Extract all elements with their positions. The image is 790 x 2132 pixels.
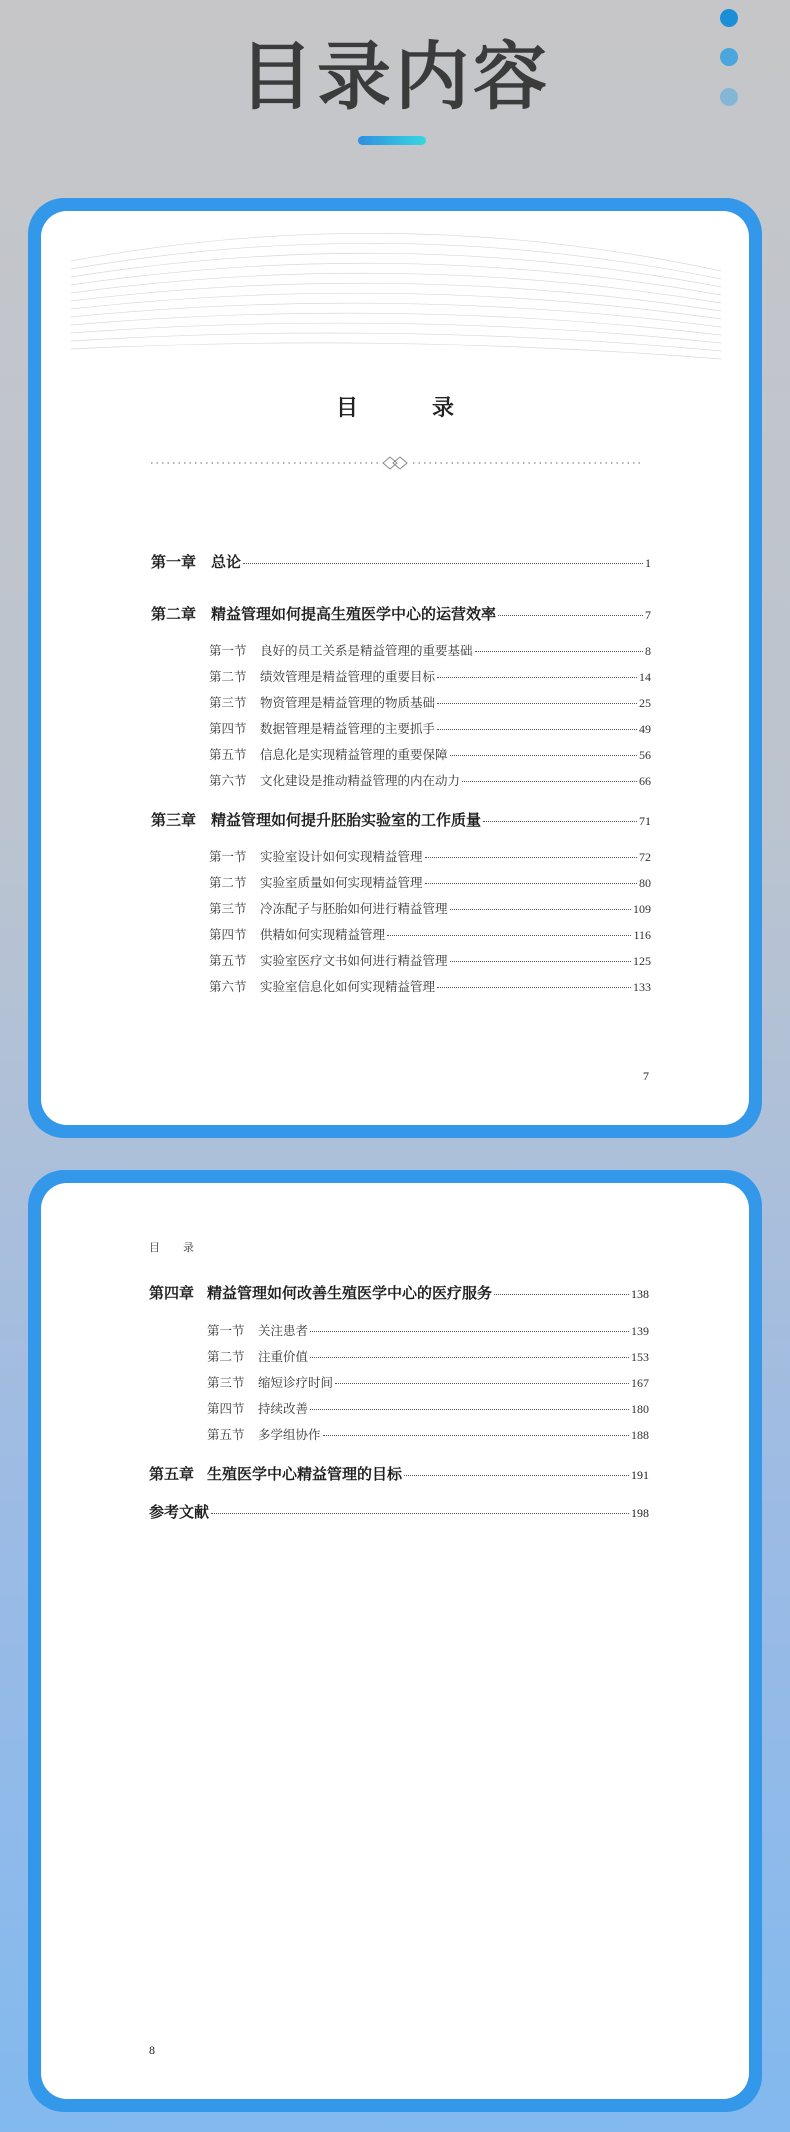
toc-entry-section[interactable] [209,847,651,865]
toc-entry-section[interactable] [207,1425,649,1443]
chapter-title: 总论 [211,554,242,571]
section-title: 数据管理是精益管理的主要抓手 [260,722,436,736]
section-number: 第三节 [209,902,247,916]
page-ref: 138 [631,1287,649,1301]
page-ref: 133 [633,980,651,994]
section-number: 第五节 [209,954,247,968]
page-ref: 14 [639,670,651,684]
section-title: 实验室质量如何实现精益管理 [260,876,423,890]
section-title: 良好的员工关系是精益管理的重要基础 [260,644,473,658]
dot-leader [450,755,637,756]
page-ref: 109 [633,902,651,916]
dotted-divider-ornament [151,456,641,470]
toc-entry-section[interactable] [207,1399,649,1417]
dot-leader [450,961,631,962]
dot-leader [450,909,631,910]
toc-entry-section[interactable] [207,1373,649,1391]
section-title: 注重价值 [258,1350,309,1364]
chapter-number: 第二章 [151,606,197,623]
toc-page-2 [41,1183,749,2099]
page-ref: 25 [639,696,651,710]
section-number: 第六节 [209,774,247,788]
dot-leader [437,677,637,678]
toc-entry-section[interactable] [207,1321,649,1339]
toc-heading: 目 录 [335,395,489,420]
dot-leader [494,1294,629,1295]
toc-entry-section[interactable] [209,667,651,685]
page-ref: 66 [639,774,651,788]
section-title: 物资管理是精益管理的物质基础 [260,696,436,710]
toc-entry-chapter[interactable] [149,1463,649,1484]
section-number: 第一节 [209,850,247,864]
toc-entry-chapter[interactable] [151,809,651,830]
toc-entry-section[interactable] [209,719,651,737]
toc-entry-section[interactable] [209,951,651,969]
toc-entry-section[interactable] [209,771,651,789]
toc-page-1 [41,211,749,1125]
dot-leader [425,857,637,858]
toc-entry-section[interactable] [209,873,651,891]
dot-leader [387,935,631,936]
page-ref: 116 [633,928,651,942]
section-title: 缩短诊疗时间 [258,1376,334,1390]
toc-entry-references[interactable] [149,1501,649,1522]
toc-entry-chapter[interactable] [151,551,651,572]
toc-entry-section[interactable] [209,925,651,943]
page-ref: 49 [639,722,651,736]
chapter-number: 第一章 [151,554,197,571]
toc-entry-section[interactable] [209,693,651,711]
dot-leader [310,1409,629,1410]
page-ref: 153 [631,1350,649,1364]
toc-page-card-2 [28,1170,762,2112]
dot-leader [211,1513,629,1514]
section-number: 第二节 [209,670,247,684]
page-ref: 8 [645,644,651,658]
section-title: 文化建设是推动精益管理的内在动力 [260,774,461,788]
dot-leader [475,651,643,652]
decorative-dot [720,48,738,66]
section-number: 第五节 [207,1428,245,1442]
section-title: 持续改善 [258,1402,309,1416]
page-ref: 198 [631,1506,649,1520]
section-number: 第三节 [207,1376,245,1390]
decorative-dot [720,9,738,27]
toc-entry-section[interactable] [209,899,651,917]
page-ref: 191 [631,1468,649,1482]
page-ref: 180 [631,1402,649,1416]
dot-leader [437,987,631,988]
dot-leader [310,1331,629,1332]
dot-leader [335,1383,629,1384]
chapter-title: 精益管理如何改善生殖医学中心的医疗服务 [207,1285,493,1302]
chapter-title: 精益管理如何提升胚胎实验室的工作质量 [211,812,482,829]
toc-entry-section[interactable] [209,977,651,995]
dot-leader [462,781,637,782]
page-number: 8 [149,2043,155,2057]
chapter-number: 第三章 [151,812,197,829]
page-ref: 188 [631,1428,649,1442]
page-ref: 71 [639,814,651,828]
section-title: 实验室信息化如何实现精益管理 [260,980,436,994]
toc-entry-section[interactable] [209,745,651,763]
dot-leader [243,563,643,564]
page-ref: 7 [645,608,651,622]
toc-entry-section[interactable] [209,641,651,659]
section-title: 多学组协作 [258,1428,321,1442]
toc-entry-chapter[interactable] [149,1282,649,1303]
section-number: 第四节 [207,1402,245,1416]
references-title: 参考文献 [149,1504,210,1521]
toc-page-card-1 [28,198,762,1138]
dot-leader [404,1475,629,1476]
section-number: 第一节 [209,644,247,658]
section-number: 第一节 [207,1324,245,1338]
section-title: 实验室设计如何实现精益管理 [260,850,423,864]
section-title: 关注患者 [258,1324,309,1338]
dot-leader [425,883,637,884]
title-underline [358,136,426,145]
chapter-number: 第五章 [149,1466,195,1483]
decorative-dot [720,88,738,106]
running-head: 目 录 [149,1242,205,1254]
section-number: 第二节 [207,1350,245,1364]
page-ref: 167 [631,1376,649,1390]
page-ref: 1 [645,556,651,570]
dot-leader [498,615,643,616]
dot-leader [323,1435,629,1436]
section-number: 第三节 [209,696,247,710]
chapter-title: 生殖医学中心精益管理的目标 [207,1466,403,1483]
section-title: 绩效管理是精益管理的重要目标 [260,670,436,684]
page-title: 目录内容 [239,34,551,120]
section-number: 第二节 [209,876,247,890]
dot-leader [437,729,637,730]
section-number: 第四节 [209,722,247,736]
section-title: 供精如何实现精益管理 [260,928,386,942]
page-ref: 72 [639,850,651,864]
section-number: 第六节 [209,980,247,994]
dot-leader [483,821,637,822]
section-title: 实验室医疗文书如何进行精益管理 [260,954,448,968]
decorative-arcs [71,231,721,371]
page-ref: 139 [631,1324,649,1338]
section-title: 冷冻配子与胚胎如何进行精益管理 [260,902,448,916]
dot-leader [437,703,637,704]
toc-entry-chapter[interactable] [151,603,651,624]
section-number: 第四节 [209,928,247,942]
page-ref: 80 [639,876,651,890]
section-title: 信息化是实现精益管理的重要保障 [260,748,448,762]
section-number: 第五节 [209,748,247,762]
page-ref: 125 [633,954,651,968]
toc-entry-section[interactable] [207,1347,649,1365]
chapter-number: 第四章 [149,1285,195,1302]
dot-leader [310,1357,629,1358]
page-ref: 56 [639,748,651,762]
page-number: 7 [643,1069,649,1083]
chapter-title: 精益管理如何提高生殖医学中心的运营效率 [211,606,497,623]
